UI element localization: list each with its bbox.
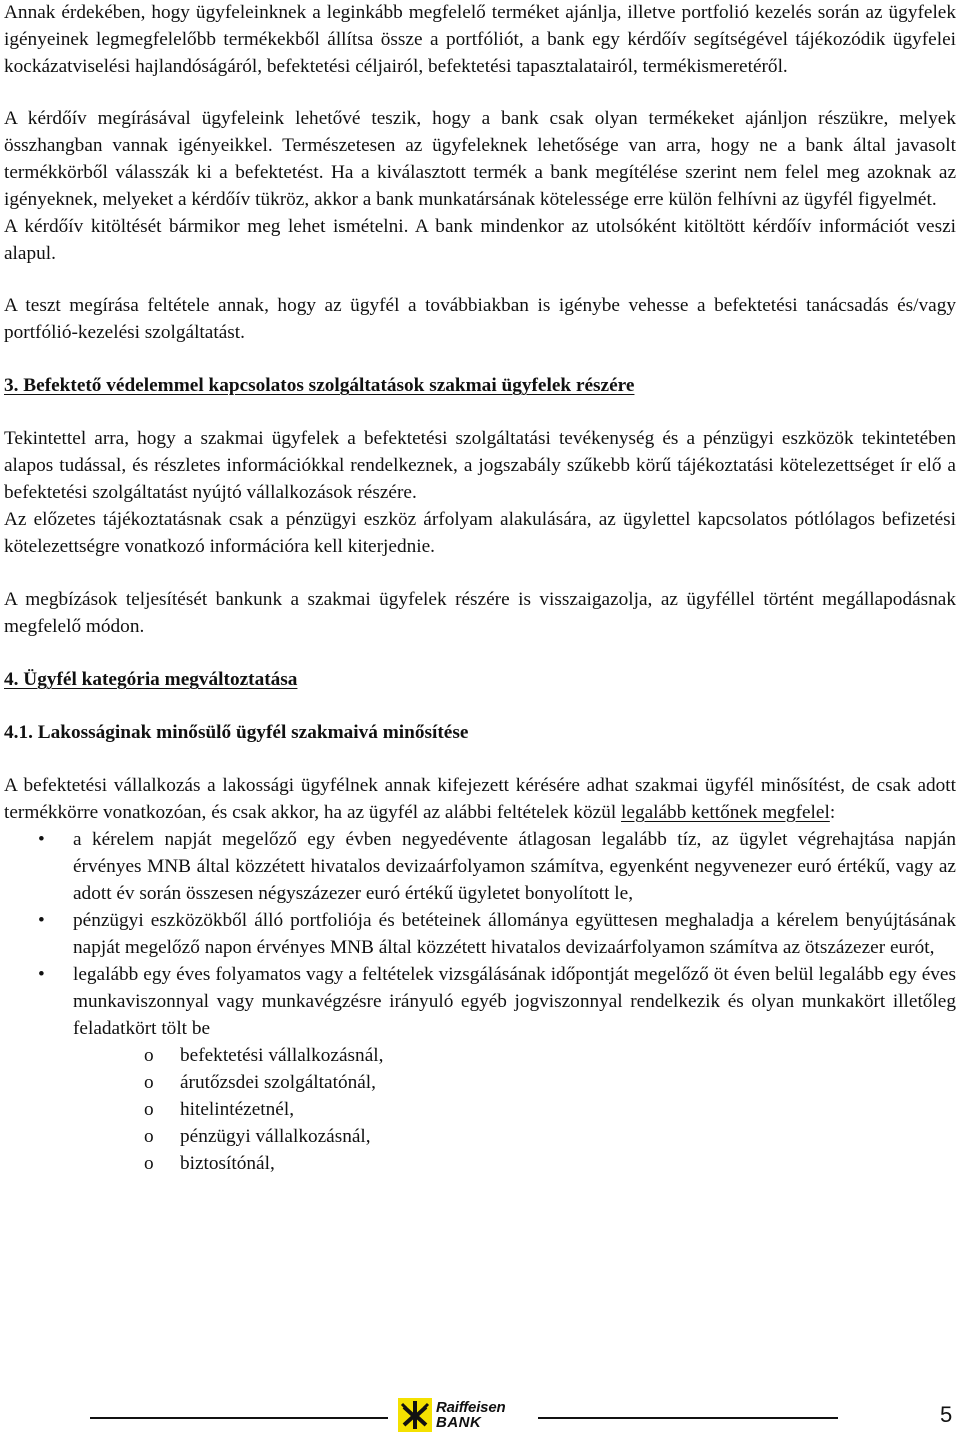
spacer (4, 399, 956, 425)
spacer (4, 80, 956, 105)
sub-list-item (4, 1150, 956, 1177)
paragraph-confirmation: A megbízások teljesítését bankunk a szakmai ügyfelek részére is visszaigazolja, az ügyféllel történt megállapodásnak megfelelő módon. (4, 589, 956, 637)
sub-list-item (4, 1069, 956, 1096)
heading-section-3: 3. Befektető védelemmel kapcsolatos szolgáltatások szakmai ügyfelek részére (4, 375, 635, 396)
list-item-text: a kérelem napját megelőző egy évben negyedévente átlagosan legalább tíz, az ügylet végrehajtása napján érvényes MNB által közzétett hivatalos devizaárfolyamon számítva, egyenként negyvenezer euró értékű, vagy az adott év során összesen négyszázezer euró értékű ügyletet bonyolított le, (73, 829, 956, 904)
criteria-list (4, 826, 956, 1042)
sub-list-item-text: hitelintézetnél, (180, 1099, 295, 1120)
sub-list-item-text: árutőzsdei szolgáltatónál, (180, 1072, 376, 1093)
bullet-icon: • (38, 964, 45, 985)
circle-bullet-icon: o (144, 1099, 154, 1120)
paragraph-questionnaire: A kérdőív megírásával ügyfeleink lehetővé teszik, hogy a bank csak olyan termékeket ajánljon részükre, melyek összhangban vannak igényeikkel. Természetesen az ügyfeleknek lehetősége van arra, hogy ne a bank által javasolt termékkörből válasszák ki a befektetést. Ha a kiválasztott termék a bank megítélése szerint nem felel meg azoknak az igényeknek, melyeket a kérdőív tükröz, akkor a bank munkatársának kötelessége erre külön felhívni az ügyfél figyelmét. (4, 108, 956, 210)
list-item (4, 826, 956, 907)
list-item (4, 961, 956, 1042)
list-item (4, 907, 956, 961)
sub-list-item (4, 1042, 956, 1069)
circle-bullet-icon: o (144, 1045, 154, 1066)
document-page (4, 0, 956, 1177)
raiffeisen-logo (398, 1397, 532, 1433)
paragraph-intro: Annak érdekében, hogy ügyfeleinknek a leginkább megfelelő terméket ajánlja, illetve portfolió kezelés során az ügyfelek igényeinek legmegfelelőbb termékekből állítsa össze a portfóliót, a bank egy kérdőív segítségével tájékozódik ügyfelei kockázatviselési hajlandóságáról, befektetési céljairól, befektetési tapasztalatairól, termékismeretéről. (4, 2, 956, 77)
list-item-text: legalább egy éves folyamatos vagy a feltételek vizsgálásának időpontját megelőző öt éven belül legalább egy éves munkaviszonnyal vagy munkavégzésre irányuló egyéb jogviszonnyal rendelkezik és olyan munkakört illetőleg feladatkört tölt be (73, 964, 956, 1039)
circle-bullet-icon: o (144, 1126, 154, 1147)
heading-section-4-1: 4.1. Lakosságinak minősülő ügyfél szakmaivá minősítése (4, 722, 469, 743)
gable-cross-icon (398, 1398, 432, 1432)
paragraph-prior-info: Az előzetes tájékoztatásnak csak a pénzügyi eszköz árfolyam alakulására, az ügylettel kapcsolatos pótlólagos befizetési kötelezettségre vonatkozó információra kell kiterjednie. (4, 509, 956, 557)
footer-rule-right (538, 1417, 838, 1419)
qualification-colon: : (829, 802, 836, 823)
bullet-icon: • (38, 829, 45, 850)
logo-bank: BANK (436, 1414, 482, 1431)
footer-rule-left (90, 1417, 388, 1419)
qualification-text: A befektetési vállalkozás a lakossági ügyfélnek annak kifejezett kérésére adhat szakmai ügyfél minősítést, de csak adott termékkörre vonatkozóan, és csak akkor, ha az ügyfél az alábbi feltételek közül (4, 775, 956, 823)
circle-bullet-icon: o (144, 1072, 154, 1093)
paragraph-repeat: A kérdőív kitöltését bármikor meg lehet ismételni. A bank mindenkor az utolsóként kitöltött kérdőív információt veszi alapul. (4, 216, 956, 264)
spacer (4, 746, 956, 772)
heading-section-4: 4. Ügyfél kategória megváltoztatása (4, 669, 298, 690)
circle-bullet-icon: o (144, 1153, 154, 1174)
spacer (4, 267, 956, 292)
spacer (4, 560, 956, 586)
sub-list-item-text: biztosítónál, (180, 1153, 275, 1174)
qualification-underlined: legalább kettőnek megfelel (621, 802, 830, 823)
paragraph-professional-clients: Tekintettel arra, hogy a szakmai ügyfelek a befektetési szolgáltatási tevékenység és a pénzügyi eszközök tekintetében alapos tudással, és részletes információkkal rendelkeznek, a jogszabály szűkebb körű tájékoztatási kötelezettséget ír elő a befektetési szolgáltatást nyújtó vállalkozások részére. (4, 428, 956, 503)
page-number: 5 (940, 1402, 953, 1427)
sub-list-item (4, 1096, 956, 1123)
list-item-text: pénzügyi eszközökből álló portfoliója és betéteinek állománya együttesen meghaladja a kérelem benyújtásának napját megelőző napon érvényes MNB által közzétett hivatalos devizaárfolyamon számítva az ötszázezer eurót, (73, 910, 956, 958)
institution-list (4, 1042, 956, 1177)
logo-text (436, 1400, 505, 1430)
page-footer (0, 1395, 960, 1440)
logo-name: Raiffeisen (436, 1399, 506, 1416)
sub-list-item-text: pénzügyi vállalkozásnál, (180, 1126, 371, 1147)
spacer (4, 693, 956, 719)
paragraph-test-condition: A teszt megírása feltétele annak, hogy az ügyfél a továbbiakban is igénybe vehesse a befektetési tanácsadás és/vagy portfólió-kezelési szolgáltatást. (4, 295, 956, 343)
spacer (4, 640, 956, 666)
bullet-icon: • (38, 910, 45, 931)
gable-cross-svg (398, 1398, 432, 1432)
spacer (4, 346, 956, 372)
sub-list-item (4, 1123, 956, 1150)
sub-list-item-text: befektetési vállalkozásnál, (180, 1045, 384, 1066)
paragraph-qualification (4, 772, 956, 826)
